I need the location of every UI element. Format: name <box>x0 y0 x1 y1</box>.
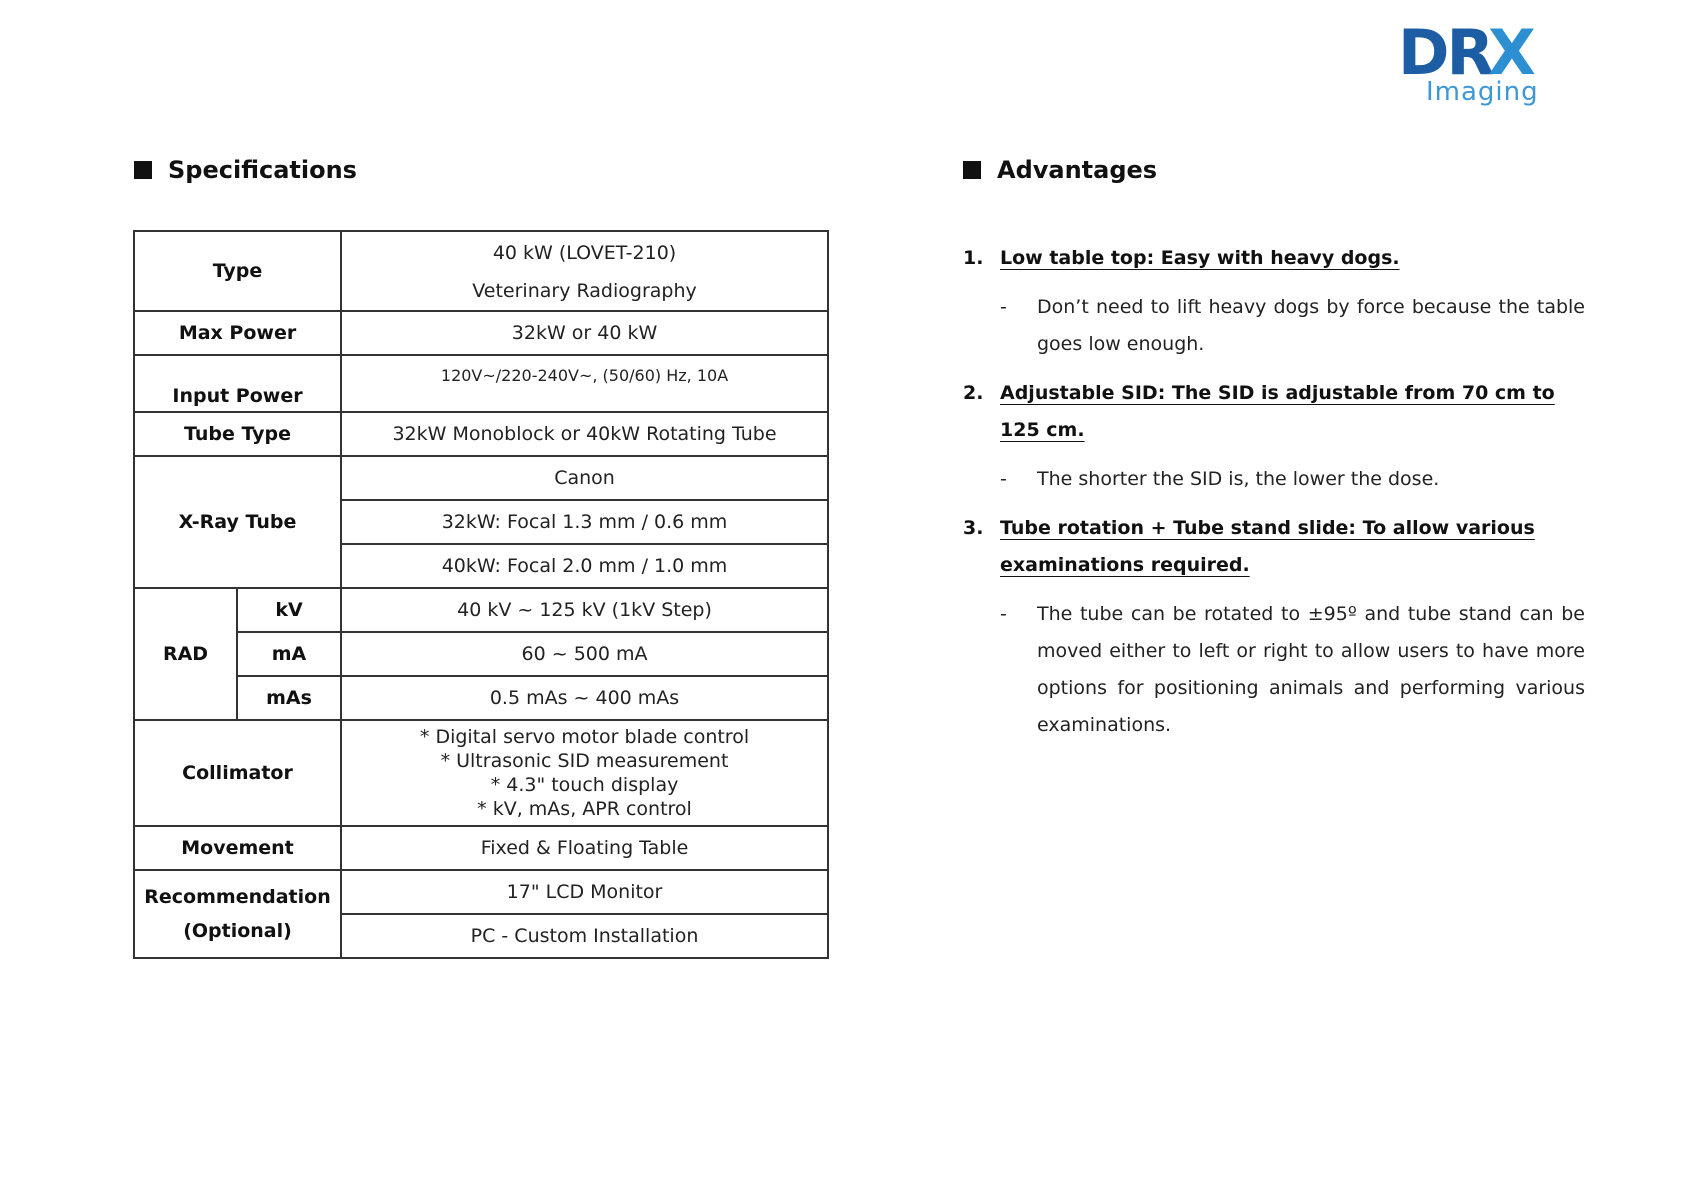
dash-bullet: - <box>1000 468 1007 490</box>
advantage-title-text: Tube rotation + Tube stand slide: To allow various examinations required. <box>1000 517 1535 576</box>
spec-sublabel-kv: kV <box>237 588 341 632</box>
specifications-heading <box>134 156 357 184</box>
svg-text:Imaging: Imaging <box>1426 77 1539 106</box>
spec-value-tube-type: 32kW Monoblock or 40kW Rotating Tube <box>341 412 828 456</box>
spec-row-max-power <box>134 311 828 355</box>
dash-bullet: - <box>1000 603 1007 625</box>
advantage-description-text: The tube can be rotated to ±95º and tube stand can be moved either to left or right to allow users to have more options for positioning animals and performing various examinations. <box>1037 603 1585 736</box>
advantage-number: 1. <box>963 247 984 269</box>
advantage-description <box>963 461 1585 498</box>
advantage-description <box>963 596 1585 744</box>
spec-value-xray-tube: 40kW: Focal 2.0 mm / 1.0 mm <box>341 544 828 588</box>
spec-row-rad-kv <box>134 588 828 632</box>
advantage-title-text: Low table top: Easy with heavy dogs. <box>1000 247 1400 269</box>
advantage-title <box>963 240 1585 277</box>
advantage-item <box>963 240 1585 363</box>
spec-value-recommendation: PC - Custom Installation <box>341 914 828 958</box>
spec-value-type-line: Veterinary Radiography <box>472 280 697 302</box>
spec-row-input-power <box>134 355 828 412</box>
spec-row-tube-type <box>134 412 828 456</box>
advantage-title-text: Adjustable SID: The SID is adjustable from 70 cm to 125 cm. <box>1000 382 1555 441</box>
advantage-number: 2. <box>963 382 984 404</box>
spec-label-type: Type <box>134 231 341 311</box>
square-bullet-icon <box>963 161 981 179</box>
spec-label-rad: RAD <box>134 588 237 720</box>
advantage-number: 3. <box>963 517 984 539</box>
spec-value-type-line: 40 kW (LOVET-210) <box>492 242 677 264</box>
spec-row-collimator <box>134 720 828 826</box>
spec-label-recommendation <box>134 870 341 958</box>
spec-row-xray-tube <box>134 456 828 500</box>
advantage-title <box>963 510 1585 584</box>
advantage-item <box>963 375 1585 498</box>
spec-value-recommendation: 17" LCD Monitor <box>341 870 828 914</box>
advantages-heading <box>963 156 1157 184</box>
svg-text:X: X <box>1488 20 1536 89</box>
spec-value-type <box>341 231 828 311</box>
spec-value-kv: 40 kV ~ 125 kV (1kV Step) <box>341 588 828 632</box>
recommendation-label-line: (Optional) <box>183 920 292 942</box>
spec-value-movement: Fixed & Floating Table <box>341 826 828 870</box>
spec-label-movement: Movement <box>134 826 341 870</box>
spec-value-collimator <box>341 720 828 826</box>
dash-bullet: - <box>1000 296 1007 318</box>
drx-imaging-logo <box>1396 20 1556 106</box>
specifications-heading-text: Specifications <box>168 156 357 184</box>
advantage-description-text: The shorter the SID is, the lower the dose. <box>1037 468 1440 490</box>
spec-row-movement <box>134 826 828 870</box>
spec-label-xray-tube: X-Ray Tube <box>134 456 341 588</box>
advantage-description <box>963 289 1585 363</box>
spec-row-recommendation <box>134 870 828 914</box>
spec-label-collimator: Collimator <box>134 720 341 826</box>
spec-value-input-power: 120V~/220-240V~, (50/60) Hz, 10A <box>341 355 828 412</box>
advantage-description-text: Don’t need to lift heavy dogs by force because the table goes low enough. <box>1037 296 1585 355</box>
spec-row-rad-mas <box>134 676 828 720</box>
spec-value-max-power: 32kW or 40 kW <box>341 311 828 355</box>
spec-row-rad-ma <box>134 632 828 676</box>
svg-text:DR: DR <box>1398 20 1492 89</box>
spec-sublabel-ma: mA <box>237 632 341 676</box>
collimator-feature: * kV, mAs, APR control <box>477 798 692 820</box>
advantage-title <box>963 375 1585 449</box>
spec-row-type <box>134 231 828 311</box>
spec-value-mas: 0.5 mAs ~ 400 mAs <box>341 676 828 720</box>
advantages-list <box>963 240 1585 744</box>
spec-label-tube-type: Tube Type <box>134 412 341 456</box>
spec-label-max-power: Max Power <box>134 311 341 355</box>
collimator-feature: * Digital servo motor blade control <box>419 726 750 748</box>
square-bullet-icon <box>134 161 152 179</box>
advantages-heading-text: Advantages <box>997 156 1158 184</box>
spec-value-xray-tube: Canon <box>341 456 828 500</box>
specifications-table <box>133 230 829 959</box>
recommendation-label-line: Recommendation <box>144 886 331 908</box>
advantage-item <box>963 510 1585 744</box>
spec-value-ma: 60 ~ 500 mA <box>341 632 828 676</box>
spec-value-xray-tube: 32kW: Focal 1.3 mm / 0.6 mm <box>341 500 828 544</box>
collimator-feature: * 4.3" touch display <box>490 774 679 796</box>
collimator-feature: * Ultrasonic SID measurement <box>440 750 729 772</box>
spec-label-input-power: Input Power <box>134 355 341 412</box>
spec-sublabel-mas: mAs <box>237 676 341 720</box>
